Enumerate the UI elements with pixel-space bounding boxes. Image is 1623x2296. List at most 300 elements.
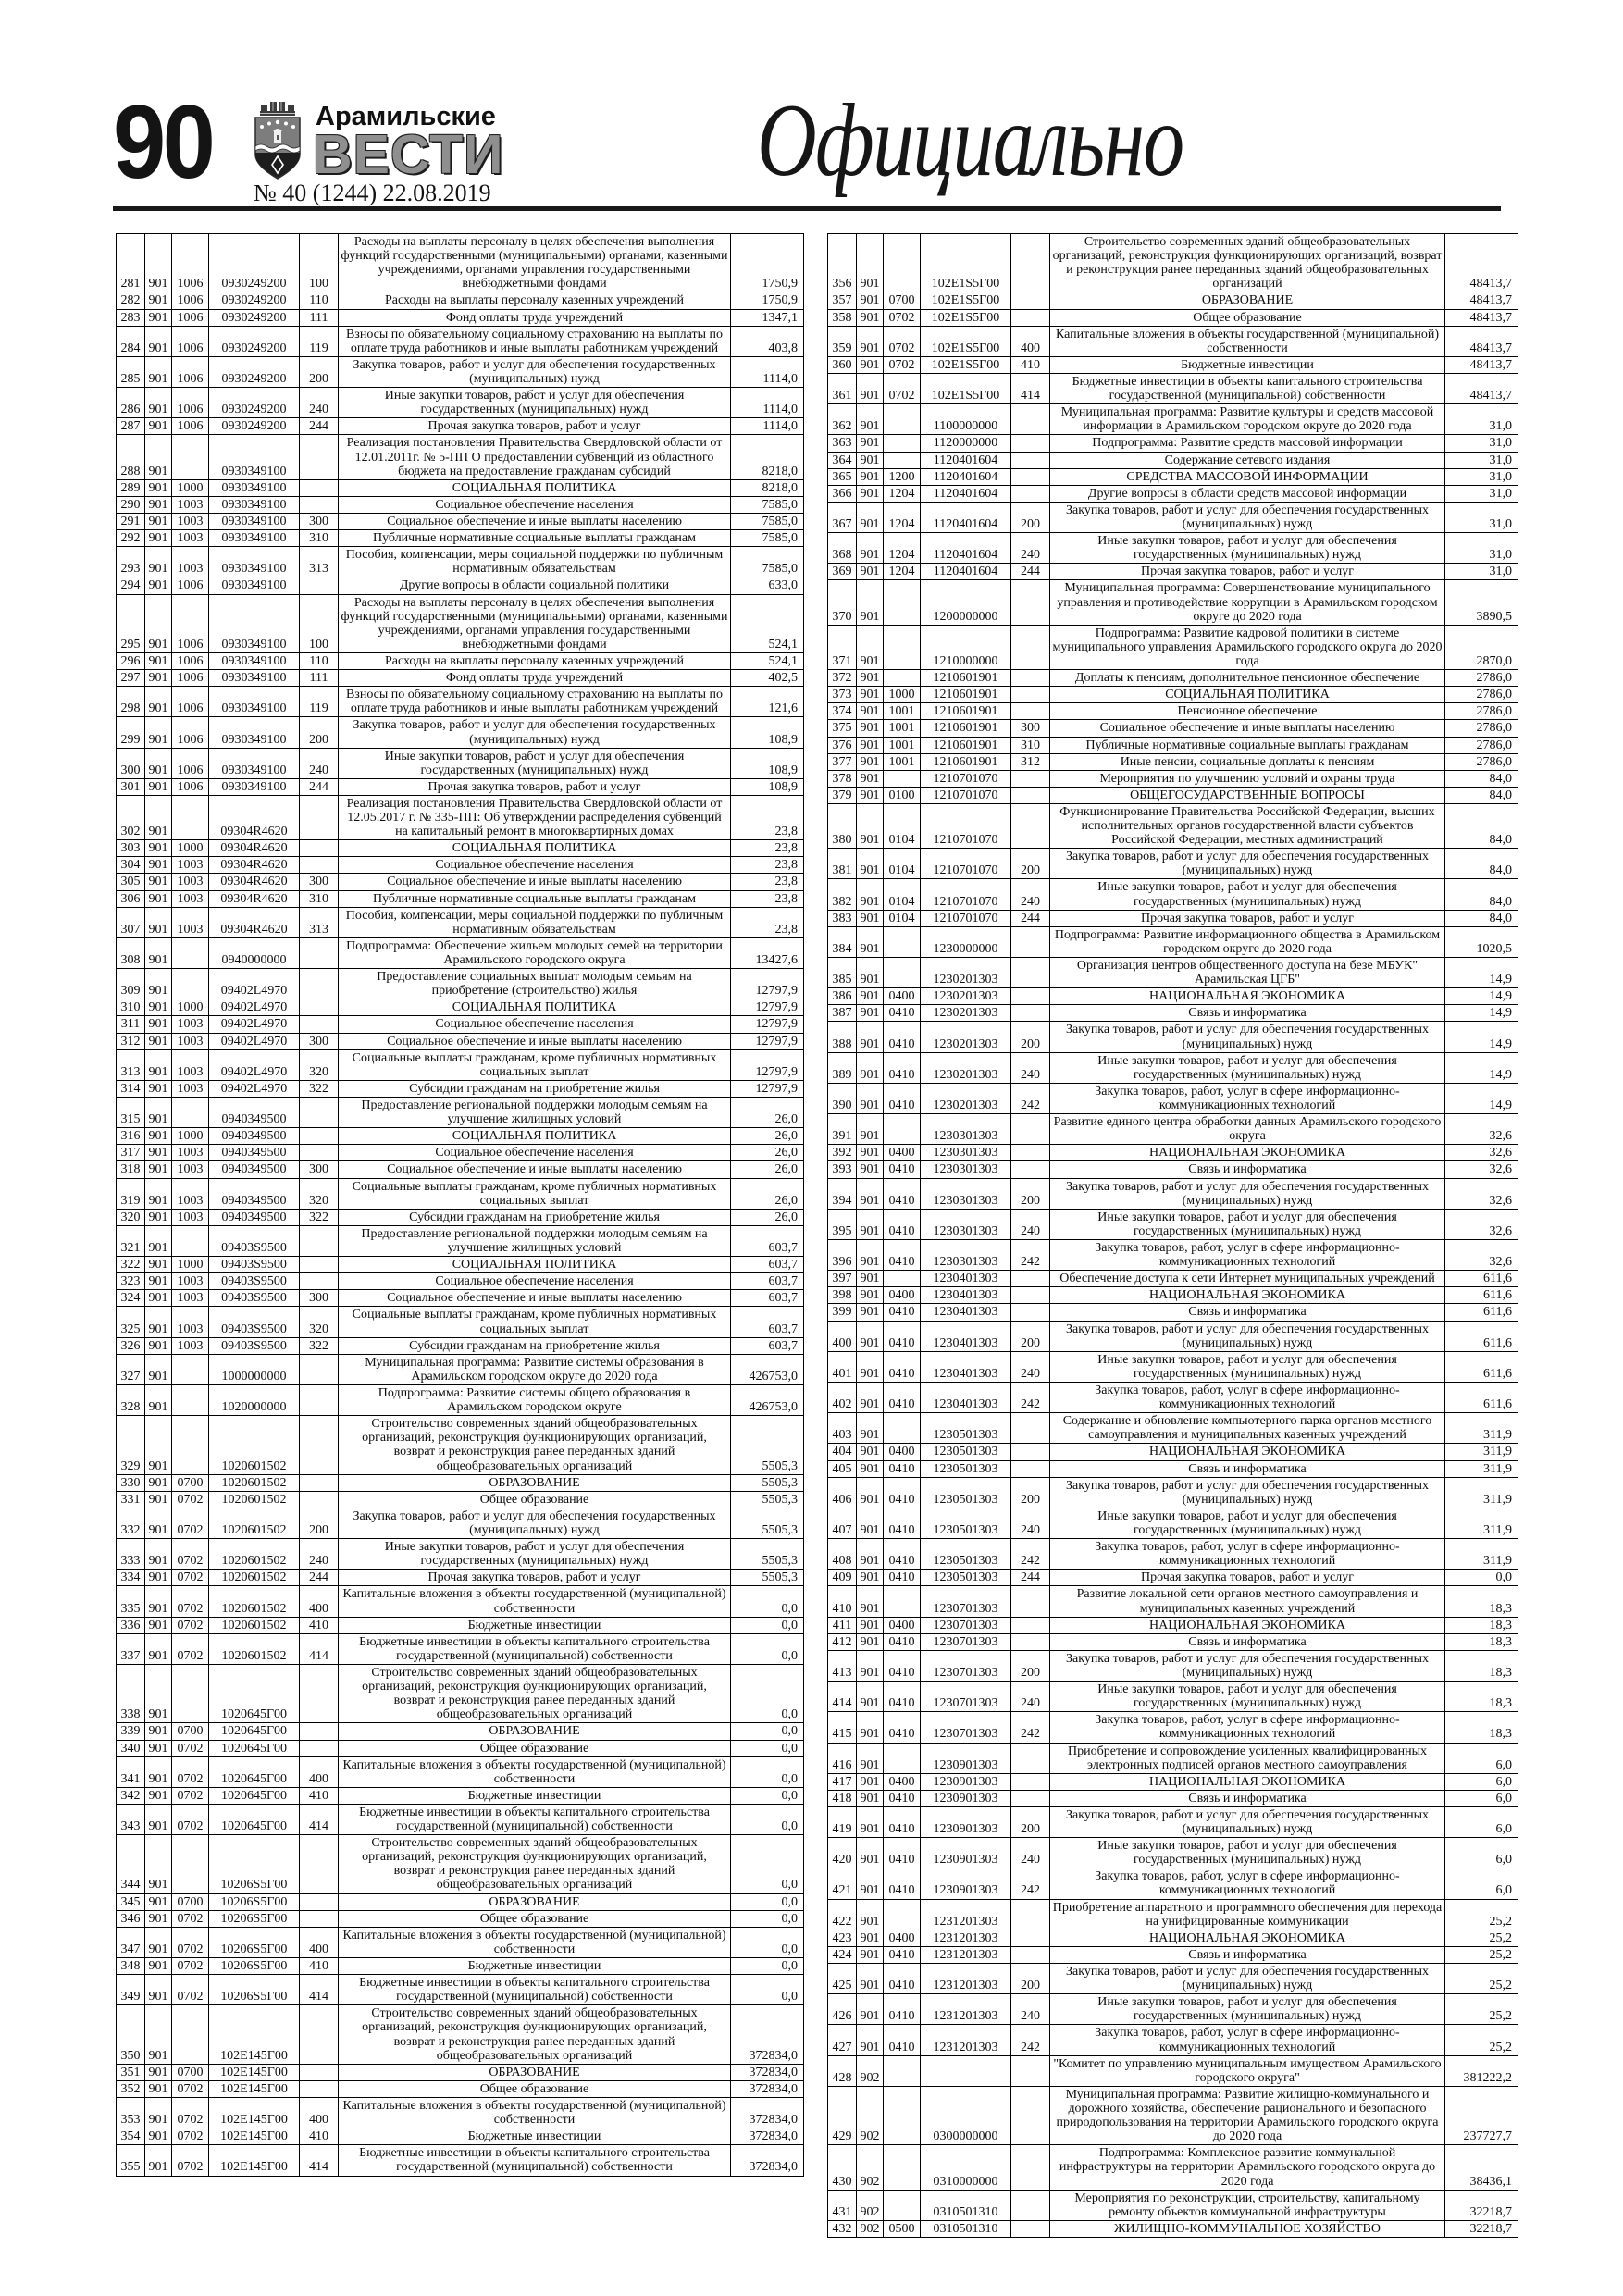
row-number-cell: 368 <box>828 533 857 564</box>
section-code-cell: 0702 <box>172 2128 209 2145</box>
amount-cell: 31,0 <box>1445 435 1518 452</box>
amount-cell: 31,0 <box>1445 404 1518 435</box>
expense-type-cell: 200 <box>1011 849 1050 879</box>
amount-cell: 48413,7 <box>1445 326 1518 356</box>
row-number-cell: 403 <box>828 1413 857 1444</box>
description-cell: Иные закупки товаров, работ и услуг для обеспечения государственных (муниципальных) нужд <box>1050 1838 1445 1868</box>
row-number-cell: 394 <box>828 1178 857 1209</box>
amount-cell: 6,0 <box>1445 1773 1518 1790</box>
row-number-cell: 418 <box>828 1790 857 1806</box>
table-row <box>117 1835 804 1893</box>
table-row <box>117 1161 804 1178</box>
amount-cell: 0,0 <box>1445 1570 1518 1586</box>
section-code-cell <box>172 1416 209 1474</box>
table-row <box>828 849 1518 879</box>
description-cell: Социальное обеспечение населения <box>339 857 731 874</box>
grbs-code-cell: 901 <box>857 1773 884 1790</box>
description-cell: Связь и информатика <box>1050 1005 1445 1022</box>
table-row <box>117 2145 804 2176</box>
target-article-cell: 1230901303 <box>921 1838 1011 1868</box>
description-cell: СОЦИАЛЬНАЯ ПОЛИТИКА <box>339 1257 731 1273</box>
section-code-cell: 0410 <box>884 1712 921 1743</box>
target-article-cell: 1231201303 <box>921 1930 1011 1946</box>
description-cell: Бюджетные инвестиции в объекты капитального строительства государственной (муниципальной) собственности <box>339 1633 731 1664</box>
table-row <box>117 778 804 795</box>
expense-type-cell <box>300 1723 339 1740</box>
amount-cell: 611,6 <box>1445 1271 1518 1287</box>
section-code-cell: 1200 <box>884 468 921 485</box>
table-row <box>117 1617 804 1633</box>
description-cell: Общее образование <box>1050 309 1445 326</box>
target-article-cell: 1020000000 <box>209 1384 300 1415</box>
description-cell: Иные закупки товаров, работ и услуг для обеспечения государственных (муниципальных) нужд <box>1050 1351 1445 1382</box>
table-row <box>117 1740 804 1756</box>
description-cell: Закупка товаров, работ и услуг для обеспечения государственных (муниципальных) нужд <box>339 717 731 748</box>
section-code-cell: 0702 <box>172 1617 209 1633</box>
expense-type-cell: 240 <box>300 1539 339 1570</box>
expense-type-cell: 240 <box>1011 533 1050 564</box>
amount-cell: 25,2 <box>1445 1899 1518 1930</box>
amount-cell: 611,6 <box>1445 1382 1518 1412</box>
row-number-cell: 379 <box>828 787 857 803</box>
description-cell: Муниципальная программа: Развитие жилищно-коммунального и дорожного хозяйства, обеспечение рационального и безопасного природопользования на территории Арамильского городского округа до 2020 года <box>1050 2086 1445 2144</box>
row-number-cell: 324 <box>117 1290 145 1307</box>
amount-cell: 48413,7 <box>1445 234 1518 292</box>
expense-type-cell: 322 <box>300 1337 339 1354</box>
table-row <box>117 1910 804 1927</box>
row-number-cell: 351 <box>117 2064 145 2080</box>
row-number-cell: 352 <box>117 2080 145 2097</box>
target-article-cell: 1230401303 <box>921 1351 1011 1382</box>
grbs-code-cell: 901 <box>145 1723 172 1740</box>
table-row <box>828 1586 1518 1617</box>
table-row <box>117 907 804 937</box>
description-cell: Фонд оплаты труда учреждений <box>339 670 731 687</box>
description-cell: Бюджетные инвестиции в объекты капитального строительства государственной (муниципальной) собственности <box>339 2145 731 2176</box>
description-cell: Подпрограмма: Развитие информационного общества в Арамильском городском округе до 2020 года <box>1050 926 1445 957</box>
grbs-code-cell: 901 <box>145 969 172 999</box>
table-row <box>828 452 1518 468</box>
grbs-code-cell: 901 <box>145 907 172 937</box>
expense-type-cell <box>1011 234 1050 292</box>
description-cell: Иные закупки товаров, работ и услуг для обеспечения государственных (муниципальных) нужд <box>1050 1052 1445 1083</box>
amount-cell: 603,7 <box>731 1257 804 1273</box>
target-article-cell: 1230701303 <box>921 1650 1011 1681</box>
target-article-cell: 1230901303 <box>921 1806 1011 1837</box>
grbs-code-cell: 901 <box>145 1225 172 1256</box>
expense-type-cell: 414 <box>300 2145 339 2176</box>
grbs-code-cell: 901 <box>857 737 884 753</box>
section-code-cell: 0410 <box>884 1209 921 1239</box>
row-number-cell: 422 <box>828 1899 857 1930</box>
target-article-cell: 09403S9500 <box>209 1257 300 1273</box>
expense-type-cell <box>300 479 339 496</box>
table-row <box>828 1209 1518 1239</box>
expense-type-cell <box>300 2080 339 2097</box>
grbs-code-cell: 901 <box>857 292 884 309</box>
amount-cell: 18,3 <box>1445 1682 1518 1712</box>
section-code-cell <box>884 234 921 292</box>
expense-type-cell: 242 <box>1011 1240 1050 1271</box>
table-row <box>117 1723 804 1740</box>
table-row <box>828 326 1518 356</box>
section-code-cell <box>172 1225 209 1256</box>
expense-type-cell <box>1011 1114 1050 1145</box>
row-number-cell: 283 <box>117 309 145 326</box>
grbs-code-cell: 901 <box>145 1016 172 1033</box>
expense-type-cell <box>1011 2055 1050 2086</box>
section-code-cell <box>172 937 209 968</box>
row-number-cell: 395 <box>828 1209 857 1239</box>
expense-type-cell <box>1011 958 1050 988</box>
expense-type-cell: 200 <box>1011 1477 1050 1508</box>
grbs-code-cell: 901 <box>857 234 884 292</box>
table-row <box>117 1290 804 1307</box>
description-cell: Капитальные вложения в объекты государственной (муниципальной) собственности <box>339 1756 731 1787</box>
description-cell: Социальное обеспечение населения <box>339 496 731 513</box>
grbs-code-cell: 901 <box>145 234 172 292</box>
description-cell: СОЦИАЛЬНАЯ ПОЛИТИКА <box>1050 687 1445 703</box>
amount-cell: 2786,0 <box>1445 670 1518 687</box>
description-cell: Публичные нормативные социальные выплаты гражданам <box>339 890 731 907</box>
amount-cell: 603,7 <box>731 1273 804 1290</box>
row-number-cell: 371 <box>828 625 857 669</box>
description-cell: Подпрограмма: Развитие кадровой политики в системе муниципального управления Арамильского городского округа до 2020 года <box>1050 625 1445 669</box>
section-code-cell: 1006 <box>172 748 209 778</box>
target-article-cell: 1120401604 <box>921 564 1011 580</box>
row-number-cell: 398 <box>828 1287 857 1304</box>
amount-cell: 611,6 <box>1445 1321 1518 1351</box>
section-code-cell <box>172 1835 209 1893</box>
amount-cell: 12797,9 <box>731 1049 804 1080</box>
expense-type-cell: 200 <box>300 717 339 748</box>
section-code-cell <box>884 2086 921 2144</box>
expense-type-cell <box>300 969 339 999</box>
row-number-cell: 364 <box>828 452 857 468</box>
amount-cell: 611,6 <box>1445 1304 1518 1321</box>
expense-type-cell <box>1011 1304 1050 1321</box>
amount-cell: 31,0 <box>1445 564 1518 580</box>
description-cell: Организация центров общественного доступа на безе МБУК" Арамильская ЦГБ" <box>1050 958 1445 988</box>
expense-type-cell: 119 <box>300 687 339 717</box>
expense-type-cell <box>300 1910 339 1927</box>
grbs-code-cell: 901 <box>145 577 172 594</box>
section-code-cell: 1003 <box>172 874 209 890</box>
row-number-cell: 386 <box>828 988 857 1005</box>
description-cell: Фонд оплаты труда учреждений <box>339 309 731 326</box>
amount-cell: 25,2 <box>1445 1994 1518 2025</box>
description-cell: Связь и информатика <box>1050 1304 1445 1321</box>
target-article-cell: 09403S9500 <box>209 1307 300 1337</box>
amount-cell: 426753,0 <box>731 1354 804 1384</box>
section-code-cell: 0410 <box>884 1570 921 1586</box>
row-number-cell: 338 <box>117 1664 145 1722</box>
section-code-cell: 1001 <box>884 720 921 737</box>
row-number-cell: 308 <box>117 937 145 968</box>
section-code-cell: 1006 <box>172 356 209 387</box>
amount-cell: 12797,9 <box>731 999 804 1016</box>
table-row <box>117 1975 804 2005</box>
row-number-cell: 414 <box>828 1682 857 1712</box>
target-article-cell: 0930349100 <box>209 496 300 513</box>
target-article-cell: 1210701070 <box>921 787 1011 803</box>
grbs-code-cell: 901 <box>145 652 172 669</box>
description-cell: Социальное обеспечение населения <box>339 1016 731 1033</box>
expense-type-cell <box>1011 292 1050 309</box>
table-row <box>117 795 804 839</box>
expense-type-cell: 240 <box>1011 1682 1050 1712</box>
amount-cell: 31,0 <box>1445 485 1518 502</box>
amount-cell: 426753,0 <box>731 1384 804 1415</box>
expense-type-cell <box>300 1474 339 1491</box>
row-number-cell: 378 <box>828 770 857 787</box>
description-cell: Расходы на выплаты персоналу казенных учреждений <box>339 292 731 309</box>
amount-cell: 381222,2 <box>1445 2055 1518 2086</box>
grbs-code-cell: 901 <box>857 926 884 957</box>
amount-cell: 84,0 <box>1445 849 1518 879</box>
target-article-cell: 1020645Г00 <box>209 1664 300 1722</box>
table-row <box>117 2098 804 2128</box>
grbs-code-cell: 902 <box>857 2086 884 2144</box>
amount-cell: 26,0 <box>731 1128 804 1145</box>
grbs-code-cell: 901 <box>857 625 884 669</box>
table-row <box>828 234 1518 292</box>
expense-type-cell <box>1011 2086 1050 2144</box>
amount-cell: 311,9 <box>1445 1413 1518 1444</box>
section-code-cell: 1000 <box>172 840 209 857</box>
target-article-cell: 1210000000 <box>921 625 1011 669</box>
section-title: Официально <box>757 83 1183 198</box>
section-code-cell: 0702 <box>172 2098 209 2128</box>
expense-type-cell <box>1011 687 1050 703</box>
target-article-cell: 1230201303 <box>921 1022 1011 1052</box>
row-number-cell: 409 <box>828 1570 857 1586</box>
table-row <box>828 1083 1518 1113</box>
grbs-code-cell: 901 <box>145 594 172 652</box>
row-number-cell: 400 <box>828 1321 857 1351</box>
table-row <box>828 926 1518 957</box>
description-cell: Закупка товаров, работ, услуг в сфере информационно-коммуникационных технологий <box>1050 1539 1445 1570</box>
grbs-code-cell: 901 <box>145 795 172 839</box>
row-number-cell: 291 <box>117 513 145 529</box>
description-cell: Закупка товаров, работ, услуг в сфере информационно-коммуникационных технологий <box>1050 1240 1445 1271</box>
target-article-cell: 0930249200 <box>209 418 300 435</box>
section-code-cell: 0400 <box>884 1930 921 1946</box>
amount-cell: 311,9 <box>1445 1444 1518 1460</box>
grbs-code-cell: 901 <box>145 388 172 418</box>
target-article-cell: 1020601502 <box>209 1491 300 1508</box>
amount-cell: 3890,5 <box>1445 580 1518 625</box>
amount-cell: 31,0 <box>1445 452 1518 468</box>
table-row <box>828 787 1518 803</box>
masthead-title: ВЕСТИ <box>313 124 504 185</box>
expense-type-cell: 240 <box>1011 879 1050 910</box>
row-number-cell: 312 <box>117 1033 145 1049</box>
grbs-code-cell: 901 <box>857 1570 884 1586</box>
amount-cell: 611,6 <box>1445 1351 1518 1382</box>
description-cell: ОБРАЗОВАНИЕ <box>339 2064 731 2080</box>
amount-cell: 0,0 <box>731 1835 804 1893</box>
expense-type-cell <box>1011 803 1050 848</box>
description-cell: Иные закупки товаров, работ и услуг для обеспечения государственных (муниципальных) нужд <box>1050 1994 1445 2025</box>
expense-type-cell: 410 <box>300 1787 339 1804</box>
amount-cell: 48413,7 <box>1445 373 1518 403</box>
row-number-cell: 328 <box>117 1384 145 1415</box>
row-number-cell: 281 <box>117 234 145 292</box>
target-article-cell: 102E1S5Г00 <box>921 309 1011 326</box>
table-row <box>828 687 1518 703</box>
grbs-code-cell: 901 <box>145 717 172 748</box>
grbs-code-cell: 901 <box>857 1868 884 1899</box>
description-cell: Закупка товаров, работ и услуг для обеспечения государственных (муниципальных) нужд <box>1050 1806 1445 1837</box>
table-row <box>117 356 804 387</box>
description-cell: НАЦИОНАЛЬНАЯ ЭКОНОМИКА <box>1050 1287 1445 1304</box>
grbs-code-cell: 901 <box>145 890 172 907</box>
amount-cell: 5505,3 <box>731 1508 804 1538</box>
row-number-cell: 297 <box>117 670 145 687</box>
description-cell: Публичные нормативные социальные выплаты гражданам <box>339 530 731 547</box>
expense-type-cell <box>300 857 339 874</box>
target-article-cell: 0930349100 <box>209 652 300 669</box>
amount-cell: 26,0 <box>731 1145 804 1161</box>
target-article-cell: 1230501303 <box>921 1460 1011 1477</box>
amount-cell: 18,3 <box>1445 1633 1518 1650</box>
expense-type-cell <box>1011 670 1050 687</box>
description-cell: СОЦИАЛЬНАЯ ПОЛИТИКА <box>339 840 731 857</box>
table-row <box>117 1209 804 1225</box>
section-code-cell: 1003 <box>172 1080 209 1097</box>
target-article-cell: 1230701303 <box>921 1633 1011 1650</box>
target-article-cell: 09304R4620 <box>209 857 300 874</box>
target-article-cell: 1230901303 <box>921 1773 1011 1790</box>
section-code-cell: 1003 <box>172 1178 209 1209</box>
table-row <box>117 530 804 547</box>
expense-type-cell <box>1011 1145 1050 1161</box>
amount-cell: 32218,7 <box>1445 2220 1518 2237</box>
expense-type-cell: 310 <box>300 530 339 547</box>
table-row <box>117 969 804 999</box>
table-row <box>828 1682 1518 1712</box>
row-number-cell: 340 <box>117 1740 145 1756</box>
amount-cell: 6,0 <box>1445 1743 1518 1773</box>
section-code-cell <box>884 926 921 957</box>
description-cell: Капитальные вложения в объекты государственной (муниципальной) собственности <box>1050 326 1445 356</box>
grbs-code-cell: 901 <box>857 787 884 803</box>
expense-type-cell: 322 <box>300 1080 339 1097</box>
amount-cell: 372834,0 <box>731 2098 804 2128</box>
table-row <box>117 1927 804 1957</box>
description-cell: Социальное обеспечение и иные выплаты населению <box>339 1161 731 1178</box>
target-article-cell: 1020601502 <box>209 1570 300 1586</box>
expense-type-cell: 400 <box>300 1586 339 1617</box>
amount-cell: 372834,0 <box>731 2145 804 2176</box>
table-row <box>117 1016 804 1033</box>
description-cell: Развитие единого центра обработки данных Арамильского городского округа <box>1050 1114 1445 1145</box>
target-article-cell: 1230301303 <box>921 1114 1011 1145</box>
section-code-cell: 0700 <box>172 1893 209 1910</box>
section-code-cell: 1000 <box>172 999 209 1016</box>
section-code-cell <box>884 404 921 435</box>
grbs-code-cell: 901 <box>145 1804 172 1834</box>
section-code-cell <box>884 1271 921 1287</box>
row-number-cell: 348 <box>117 1958 145 1975</box>
table-row <box>117 1474 804 1491</box>
expense-type-cell: 200 <box>1011 1022 1050 1052</box>
amount-cell: 603,7 <box>731 1337 804 1354</box>
row-number-cell: 342 <box>117 1787 145 1804</box>
table-row <box>828 373 1518 403</box>
target-article-cell: 0310000000 <box>921 2145 1011 2190</box>
section-code-cell: 0410 <box>884 1351 921 1382</box>
row-number-cell: 366 <box>828 485 857 502</box>
grbs-code-cell: 901 <box>145 326 172 356</box>
amount-cell: 26,0 <box>731 1098 804 1128</box>
grbs-code-cell: 901 <box>145 2098 172 2128</box>
grbs-code-cell: 901 <box>145 1508 172 1538</box>
row-number-cell: 294 <box>117 577 145 594</box>
section-code-cell: 1006 <box>172 234 209 292</box>
section-code-cell <box>884 1413 921 1444</box>
amount-cell: 14,9 <box>1445 988 1518 1005</box>
grbs-code-cell: 901 <box>145 1384 172 1415</box>
grbs-code-cell: 901 <box>145 857 172 874</box>
target-article-cell: 1230501303 <box>921 1570 1011 1586</box>
section-code-cell: 1006 <box>172 292 209 309</box>
row-number-cell: 304 <box>117 857 145 874</box>
row-number-cell: 382 <box>828 879 857 910</box>
expense-type-cell: 410 <box>300 2128 339 2145</box>
row-number-cell: 284 <box>117 326 145 356</box>
description-cell: Строительство современных зданий общеобразовательных организаций, реконструкция функционирующих организаций, возврат и реконструкция ранее переданных зданий общеобразовательных организаций <box>339 1835 731 1893</box>
header-rule <box>113 206 1501 211</box>
expense-type-cell: 410 <box>300 1958 339 1975</box>
target-article-cell: 1210601901 <box>921 753 1011 770</box>
amount-cell: 18,3 <box>1445 1712 1518 1743</box>
table-row <box>828 1806 1518 1837</box>
grbs-code-cell: 901 <box>145 1491 172 1508</box>
row-number-cell: 339 <box>117 1723 145 1740</box>
target-article-cell: 102E145Г00 <box>209 2064 300 2080</box>
grbs-code-cell: 901 <box>857 1209 884 1239</box>
description-cell: Подпрограмма: Обеспечение жильем молодых семей на территории Арамильского городского округа <box>339 937 731 968</box>
section-code-cell <box>884 670 921 687</box>
row-number-cell: 426 <box>828 1994 857 2025</box>
section-code-cell: 0410 <box>884 1806 921 1837</box>
target-article-cell: 09402L4970 <box>209 1080 300 1097</box>
amount-cell: 121,6 <box>731 687 804 717</box>
row-number-cell: 354 <box>117 2128 145 2145</box>
grbs-code-cell: 902 <box>857 2220 884 2237</box>
table-row <box>117 857 804 874</box>
description-cell: Капитальные вложения в объекты государственной (муниципальной) собственности <box>339 1586 731 1617</box>
target-article-cell: 1230401303 <box>921 1287 1011 1304</box>
section-code-cell: 0400 <box>884 1617 921 1633</box>
row-number-cell: 377 <box>828 753 857 770</box>
grbs-code-cell: 901 <box>857 533 884 564</box>
target-article-cell: 10206S5Г00 <box>209 1910 300 1927</box>
target-article-cell: 09304R4620 <box>209 795 300 839</box>
grbs-code-cell: 901 <box>145 309 172 326</box>
grbs-code-cell: 901 <box>857 803 884 848</box>
grbs-code-cell: 901 <box>857 1444 884 1460</box>
expense-type-cell: 400 <box>300 1927 339 1957</box>
description-cell: Связь и информатика <box>1050 1460 1445 1477</box>
expense-type-cell: 240 <box>300 388 339 418</box>
expense-type-cell <box>1011 1946 1050 1963</box>
grbs-code-cell: 901 <box>145 1617 172 1633</box>
grbs-code-cell: 901 <box>857 1994 884 2025</box>
grbs-code-cell: 901 <box>857 1321 884 1351</box>
